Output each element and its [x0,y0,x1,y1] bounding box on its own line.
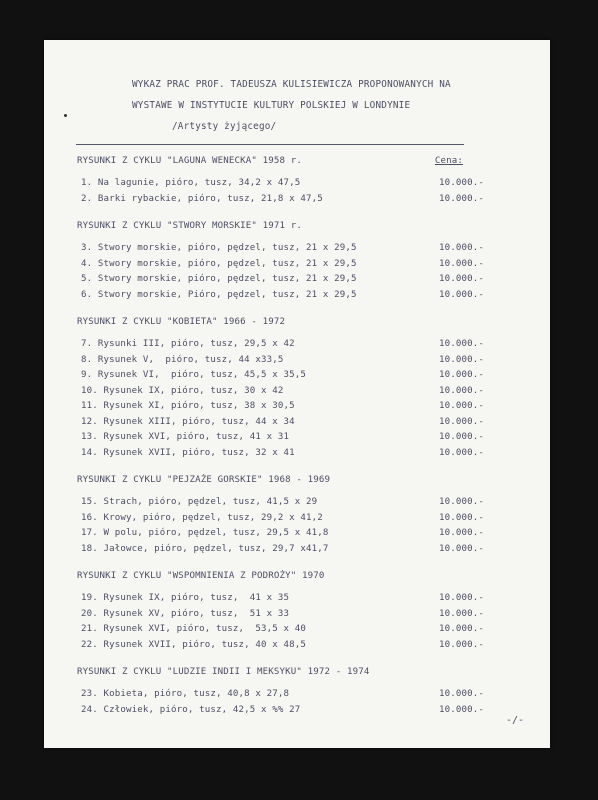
item-description: 16. Krowy, pióro, pędzel, tusz, 29,2 x 41,2 [81,512,323,523]
section-title: RYSUNKI Z CYKLU "LAGUNA WENECKA" 1958 r. [77,156,302,166]
document-header [132,74,552,137]
item-description: 18. Jałowce, pióro, pędzel, tusz, 29,7 x41,7 [81,543,329,554]
item-price: 10.000.- [439,689,484,699]
list-item [77,353,497,369]
item-price: 10.000.- [439,639,484,650]
list-item [77,591,497,607]
item-price: 10.000.- [439,354,484,365]
list-item [77,415,497,431]
section-title: RYSUNKI Z CYKLU "STWORY MORSKIE" 1971 r. [77,221,302,231]
item-description: 9. Rysunek VI, pióro, tusz, 45,5 x 35,5 [81,370,306,380]
list-item [77,638,497,654]
item-price: 10.000.- [439,447,484,458]
item-description: 12. Rysunek XIII, pióro, tusz, 44 x 34 [81,416,295,427]
list-item [77,495,497,511]
item-price: 10.000.- [439,339,484,349]
section-pejzaze-gorskie [77,473,497,557]
item-description: 21. Rysunek XVI, pióro, tusz, 53,5 x 40 [81,624,306,634]
item-price: 10.000.- [439,274,484,284]
item-price: 10.000.- [439,704,484,715]
list-item [77,687,497,703]
list-item [77,526,497,542]
section-title: RYSUNKI Z CYKLU "KOBIETA" 1966 - 1972 [77,317,286,327]
header-line-1: WYKAZ PRAC PROF. TADEUSZA KULISIEWICZA PROPONOWANYCH NA [132,79,451,90]
item-price: 10.000.- [439,512,484,523]
list-item [77,622,497,638]
section-title: RYSUNKI Z CYKLU "WSPOMNIENIA Z PODROŻY" 1970 [77,571,325,581]
item-description: 2. Barki rybackie, pióro, tusz, 21,8 x 47,5 [81,193,323,204]
item-price: 10.000.- [439,258,484,269]
list-item [77,384,497,400]
item-price: 10.000.- [439,497,484,507]
list-item [77,337,497,353]
list-item [77,511,497,527]
item-price: 10.000.- [439,543,484,554]
section-kobieta [77,315,497,461]
item-description: 14. Rysunek XVII, pióro, tusz, 32 x 41 [81,447,295,458]
item-description: 24. Człowiek, pióro, tusz, 42,5 x %% 27 [81,704,301,715]
section-title: RYSUNKI Z CYKLU "PEJZAŻE GORSKIE" 1968 - 1969 [77,475,331,485]
item-description: 11. Rysunek XI, pióro, tusz, 38 x 30,5 [81,401,295,411]
item-description: 17. W polu, pióro, pędzel, tusz, 29,5 x 41,8 [81,528,329,538]
header-divider [76,144,464,145]
list-item [77,257,497,273]
item-description: 4. Stwory morskie, pióro, pędzel, tusz, 21 x 29,5 [81,258,357,269]
page-continuation-mark: -/- [506,715,525,726]
header-line-3: /Artysty żyjącego/ [172,121,277,132]
list-item [77,607,497,623]
item-price: 10.000.- [439,432,484,442]
item-price: 10.000.- [439,289,484,300]
item-price: 10.000.- [439,385,484,396]
section-title: RYSUNKI Z CYKLU "LUDZIE INDII I MEKSYKU" 1972 - 1974 [77,667,370,677]
section-laguna-wenecka [77,154,497,207]
item-description: 8. Rysunek V, pióro, tusz, 44 x33,5 [81,354,284,365]
item-price: 10.000.- [439,178,484,188]
list-item [77,703,497,719]
item-description: 5. Stwory morskie, pióro, pędzel, tusz, 21 x 29,5 [81,274,357,284]
works-list [77,154,497,730]
item-price: 10.000.- [439,401,484,411]
document-page [44,40,550,748]
item-description: 13. Rysunek XVI, pióro, tusz, 41 x 31 [81,432,290,442]
list-item [77,288,497,304]
list-item [77,241,497,257]
item-description: 6. Stwory morskie, Pióro, pędzel, tusz, 21 x 29,5 [81,289,357,300]
item-description: 3. Stwory morskie, pióro, pędzel, tusz, 21 x 29,5 [81,243,357,253]
item-description: 7. Rysunki III, pióro, tusz, 29,5 x 42 [81,339,295,349]
list-item [77,192,497,208]
price-column-header: Cena: [434,156,463,166]
section-ludzie-indii-i-meksyku [77,665,497,718]
item-price: 10.000.- [439,243,484,253]
list-item [77,176,497,192]
item-description: 20. Rysunek XV, pióro, tusz, 51 x 33 [81,608,290,619]
item-description: 19. Rysunek IX, pióro, tusz, 41 x 35 [81,593,290,603]
item-description: 10. Rysunek IX, pióro, tusz, 30 x 42 [81,385,284,396]
item-price: 10.000.- [439,370,484,380]
ink-dot [64,114,67,117]
item-price: 10.000.- [439,193,484,204]
section-wspomnienia-z-podrozy [77,569,497,653]
list-item [77,399,497,415]
item-price: 10.000.- [439,593,484,603]
list-item [77,272,497,288]
item-price: 10.000.- [439,416,484,427]
item-description: 15. Strach, pióro, pędzel, tusz, 41,5 x 29 [81,497,318,507]
list-item [77,430,497,446]
item-price: 10.000.- [439,528,484,538]
item-price: 10.000.- [439,608,484,619]
section-stwory-morskie [77,219,497,303]
item-description: 23. Kobieta, pióro, tusz, 40,8 x 27,8 [81,689,290,699]
header-line-2: WYSTAWE W INSTYTUCIE KULTURY POLSKIEJ W LONDYNIE [132,100,411,111]
list-item [77,542,497,558]
item-description: 22. Rysunek XVII, pióro, tusz, 40 x 48,5 [81,639,306,650]
item-price: 10.000.- [439,624,484,634]
list-item [77,368,497,384]
item-description: 1. Na lagunie, pióro, tusz, 34,2 x 47,5 [81,178,301,188]
list-item [77,446,497,462]
